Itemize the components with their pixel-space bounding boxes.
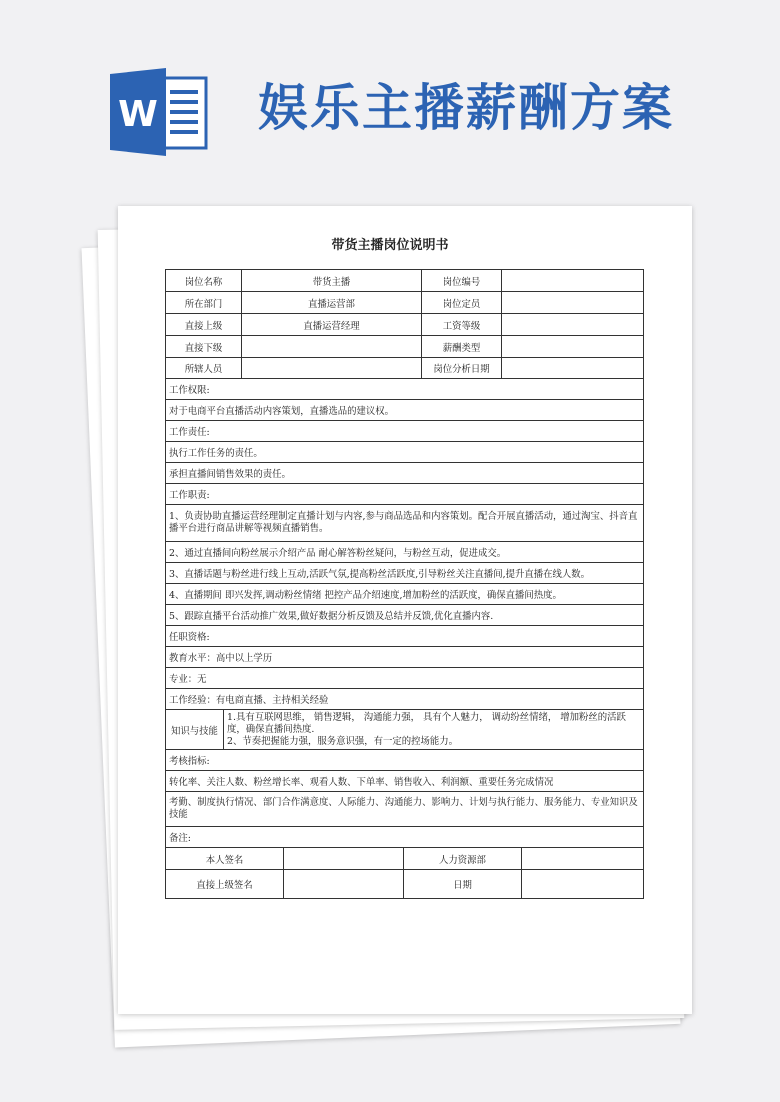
kpi-item: 转化率、关注人数、粉丝增长率、观看人数、下单率、销售收入、利润额、重要任务完成情况 (169, 777, 554, 788)
signature-label: 日期 (404, 870, 522, 898)
info-label: 工资等级 (422, 314, 502, 335)
info-row (166, 270, 643, 292)
kpi-item-text: 考勤、制度执行情况、部门合作满意度、人际能力、沟通能力、影响力、计划与执行能力、服务能力、专业知识及技能 (169, 797, 638, 820)
skills-line: 1.具有互联网思维， 销售逻辑， 沟通能力强， 具有个人魅力， 调动纷丝情绪， 增加粉丝的活跃度，确保直播间热度. (227, 711, 626, 735)
section-header-qualification: 任职资格: (169, 632, 210, 643)
signature-field (284, 848, 404, 869)
duty-item (166, 505, 643, 541)
section-header-responsibility: 工作责任: (169, 427, 210, 438)
signature-label: 人力资源部 (404, 848, 522, 869)
section-header-remarks: 备注: (169, 833, 191, 844)
info-row (166, 292, 643, 314)
info-label: 直接上级 (166, 314, 242, 335)
duty-item-text: 1、负责协助直播运营经理制定直播计划与内容,参与商品选品和内容策划。配合开展直播活动，通过淘宝、抖音直播平台进行商品讲解等视频直播销售。 (169, 511, 638, 534)
info-label: 岗位定员 (422, 292, 502, 313)
info-value (242, 358, 422, 378)
document-title: 带货主播岗位说明书 (331, 238, 449, 253)
section-header-kpi: 考核指标: (169, 756, 210, 767)
info-value (502, 358, 643, 378)
signature-row (166, 848, 643, 870)
signature-row (166, 870, 643, 898)
info-label: 岗位编号 (422, 270, 502, 291)
info-row (166, 314, 643, 336)
duty-item: 2、通过直播间向粉丝展示介绍产品 耐心解答粉丝疑问，与粉丝互动，促进成交。 (169, 548, 507, 559)
duty-item: 5、跟踪直播平台活动推广效果,做好数据分析反馈及总结并反馈,优化直播内容. (169, 611, 494, 622)
responsibility-item: 执行工作任务的责任。 (169, 448, 263, 459)
kpi-item (166, 792, 643, 826)
info-label: 直接下级 (166, 336, 242, 357)
duty-item: 3、直播话题与粉丝进行线上互动,活跃气氛,提高粉丝活跃度,引导粉丝关注直播间,提升直播在线人数。 (169, 569, 591, 580)
info-label: 所在部门 (166, 292, 242, 313)
info-value (502, 292, 643, 313)
signature-label: 直接上级签名 (166, 870, 284, 898)
signature-label: 本人签名 (166, 848, 284, 869)
info-value (502, 336, 643, 357)
job-description-table (165, 269, 644, 899)
info-label: 岗位名称 (166, 270, 242, 291)
word-document-icon (110, 68, 208, 156)
info-value (502, 314, 643, 335)
info-row (166, 358, 643, 379)
info-label: 岗位分析日期 (422, 358, 502, 378)
skills-label: 知识与技能 (166, 710, 224, 749)
section-header-duties: 工作职责: (169, 490, 210, 501)
skills-line: 2、节奏把握能力强，服务意识强，有一定的控场能力。 (227, 735, 458, 747)
info-value (242, 336, 422, 357)
qualification-item: 专业：无 (169, 674, 207, 685)
info-label: 薪酬类型 (422, 336, 502, 357)
section-header-authority: 工作权限: (169, 385, 210, 396)
qualification-item: 工作经验：有电商直播、主持相关经验 (169, 695, 329, 706)
info-row (166, 336, 643, 358)
page-title: 娱乐主播薪酬方案 (258, 79, 674, 137)
responsibility-item: 承担直播间销售效果的责任。 (169, 469, 291, 480)
word-icon-letter: W (118, 94, 158, 135)
info-value: 带货主播 (242, 270, 422, 291)
qualification-item: 教育水平：高中以上学历 (169, 653, 273, 664)
info-label: 所辖人员 (166, 358, 242, 378)
duty-item: 4、直播期间 即兴发挥,调动粉丝情绪 把控产品介绍速度,增加粉丝的活跃度，确保直播间热度。 (169, 590, 562, 601)
info-value (502, 270, 643, 291)
skills-row (166, 710, 643, 750)
signature-field (284, 870, 404, 898)
authority-item: 对于电商平台直播活动内容策划，直播选品的建议权。 (169, 406, 395, 417)
info-value: 直播运营经理 (242, 314, 422, 335)
signature-field (522, 870, 643, 898)
info-value: 直播运营部 (242, 292, 422, 313)
signature-field (522, 848, 643, 869)
